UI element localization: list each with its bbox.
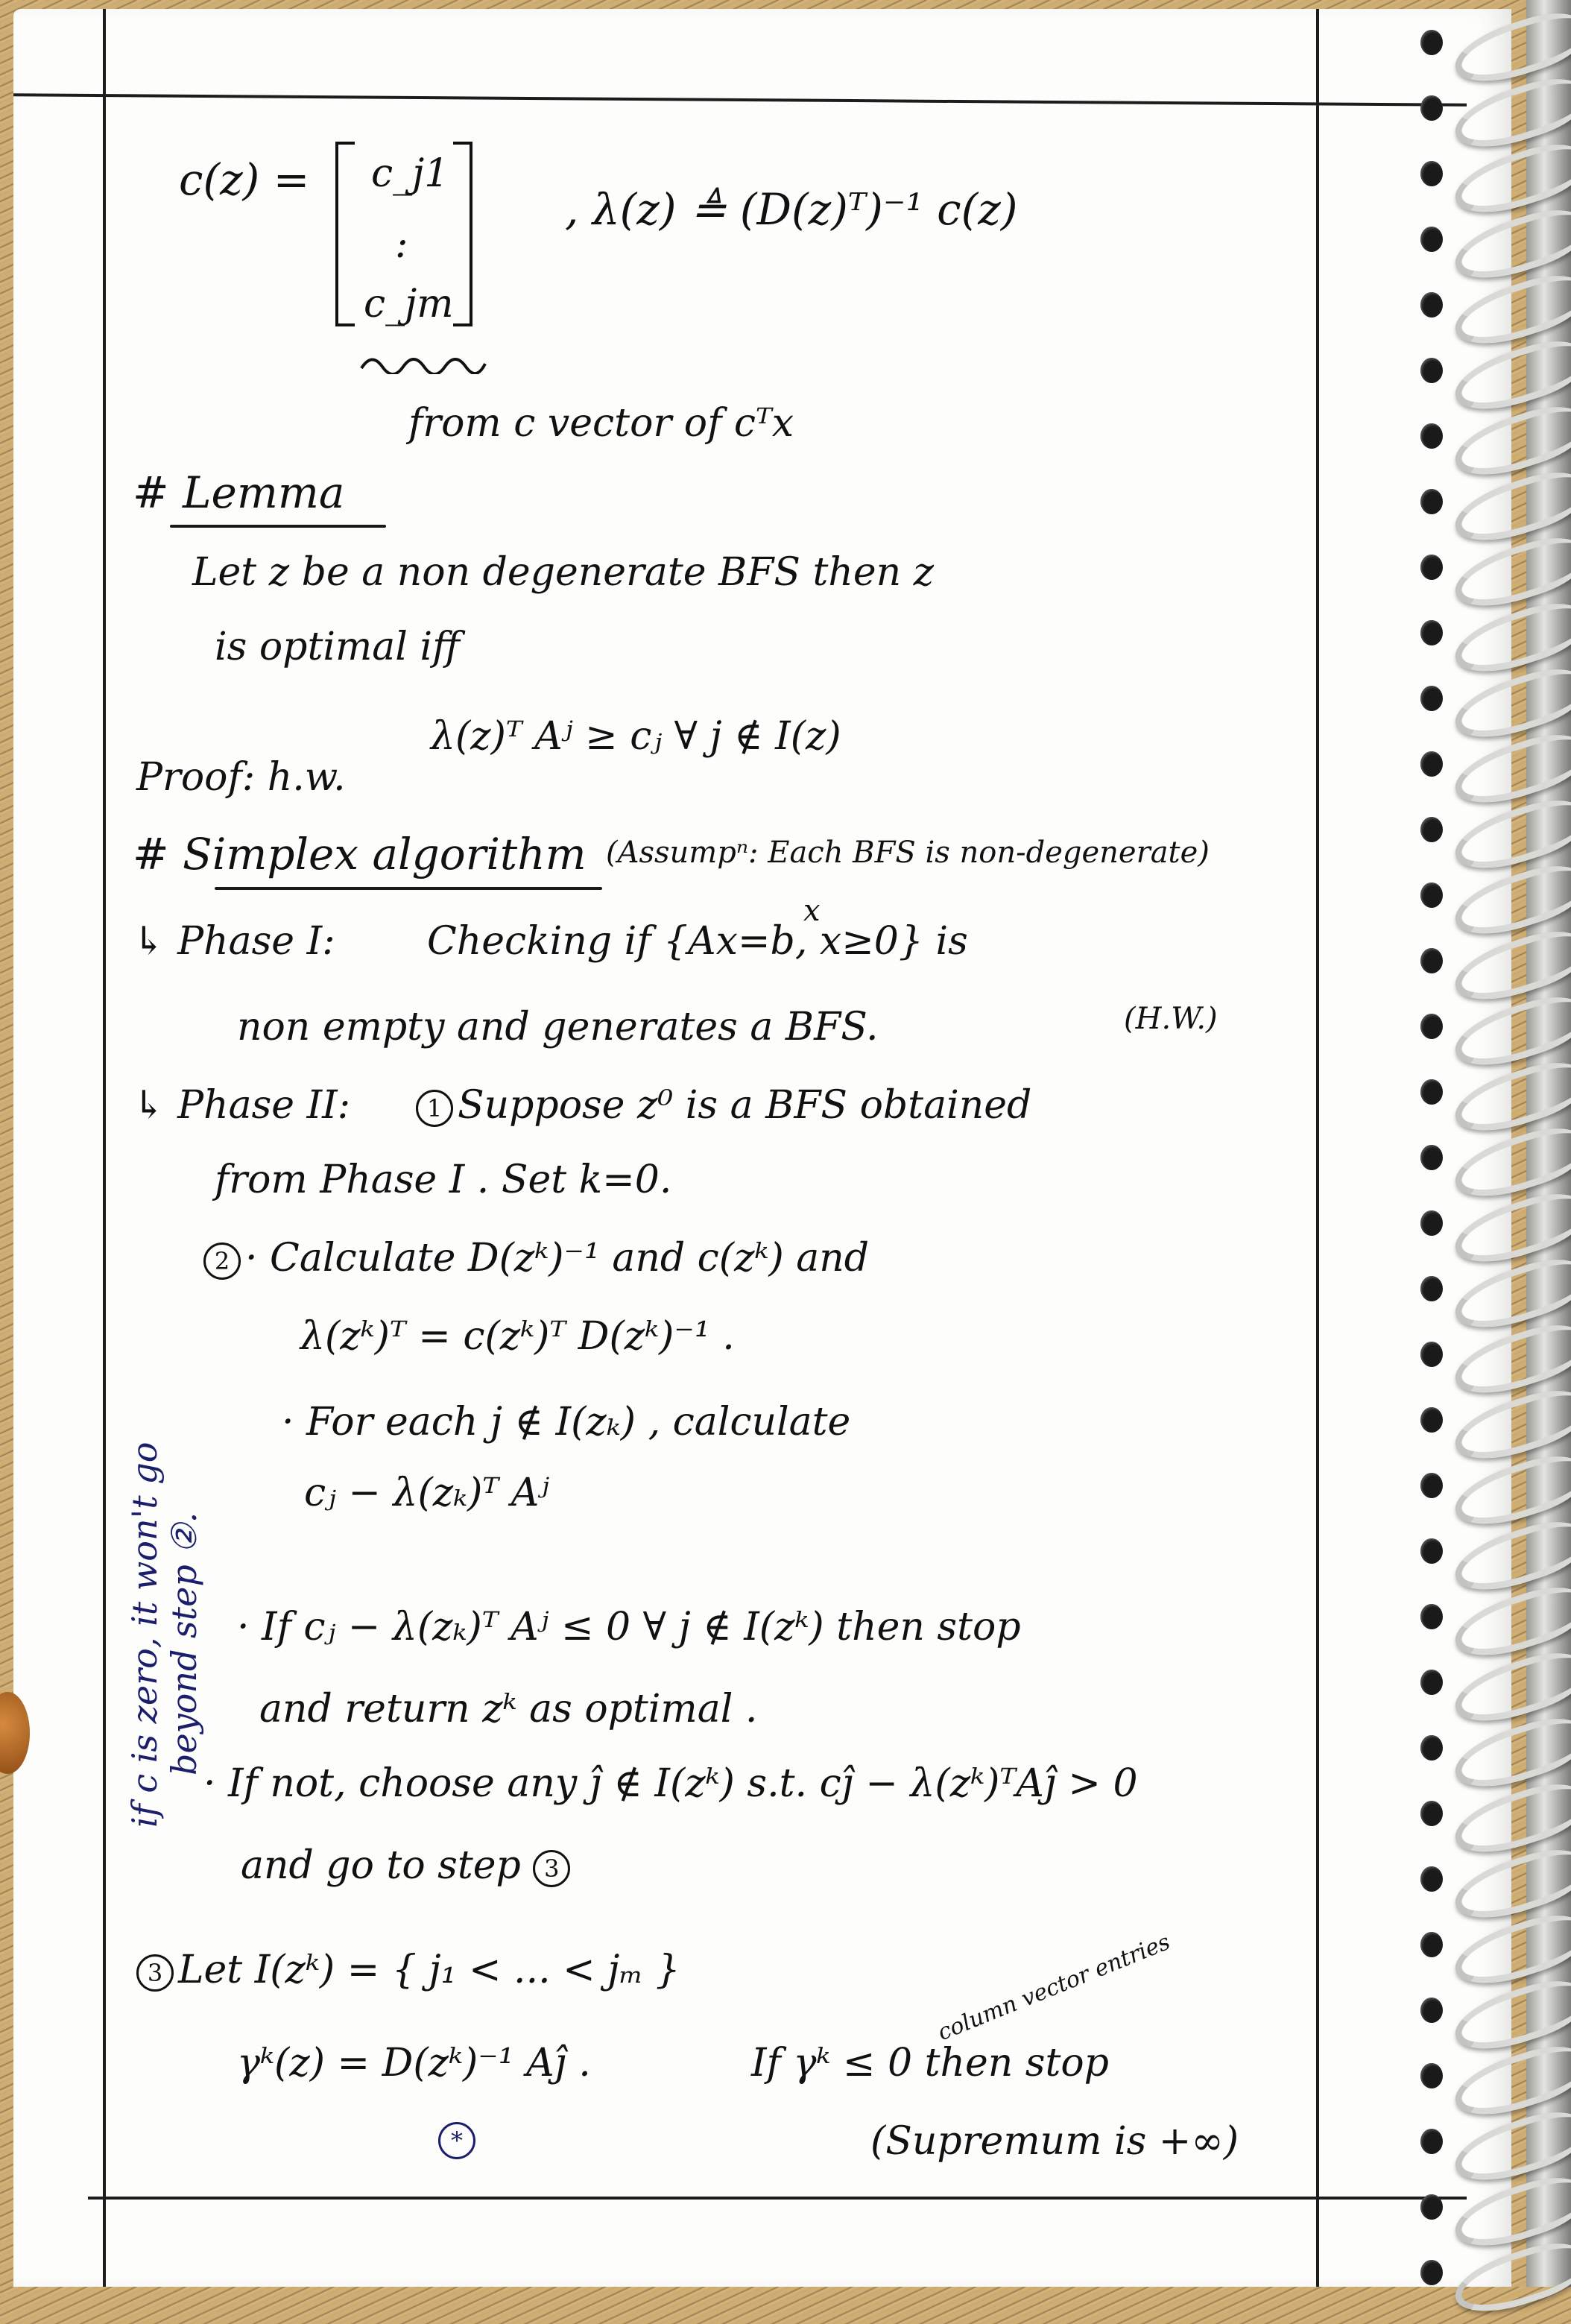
step1-text: Suppose z⁰ is a BFS obtained [458, 1083, 1032, 1128]
binding-hole [1420, 2063, 1443, 2088]
matrix-left-bracket [335, 142, 355, 326]
step2-circled-number: 2 [203, 1242, 241, 1280]
right-margin-rule [1316, 9, 1319, 2287]
binding-hole [1420, 1866, 1443, 1892]
binding-hole [1420, 1407, 1443, 1433]
binding-hole [1420, 2260, 1443, 2285]
wavy-underline [360, 352, 487, 374]
binding-hole [1420, 227, 1443, 252]
lambda-definition: , λ(z) ≜ (D(z)ᵀ)⁻¹ c(z) [565, 184, 1018, 235]
binding-hole [1420, 2129, 1443, 2154]
phase2-step2-line7: · If not, choose any ĵ ∉ I(zᵏ) s.t. cĵ − λ(zᵏ)ᵀAĵ > 0 [203, 1761, 1138, 1806]
binding-hole [1420, 1079, 1443, 1105]
binding-hole [1420, 1145, 1443, 1170]
binding-hole [1420, 1932, 1443, 1957]
binding-hole [1420, 292, 1443, 318]
binding-hole [1420, 1342, 1443, 1367]
binding-hole [1420, 423, 1443, 449]
phase2-step3-line1 [136, 1948, 680, 1992]
phase2-step2-line4: cⱼ − λ(zₖ)ᵀ Aʲ [304, 1471, 550, 1515]
binding-hole [1420, 620, 1443, 645]
supremum-note: (Supremum is +∞) [870, 2119, 1239, 2164]
binding-hole [1420, 948, 1443, 973]
binding-hole [1420, 1473, 1443, 1498]
binding-hole [1420, 1801, 1443, 1826]
step3-text-1: Let I(zᵏ) = { j₁ < ... < jₘ } [178, 1948, 680, 1992]
step2-goto-text: and go to step [241, 1843, 521, 1888]
phase2-step2-line8 [241, 1843, 575, 1888]
phase2-step2-line3: · For each j ∉ I(zₖ) , calculate [282, 1400, 851, 1444]
binding-hole [1420, 1014, 1443, 1039]
binding-hole [1420, 1538, 1443, 1564]
binding-hole [1420, 95, 1443, 121]
phase2-step2-line5: · If cⱼ − λ(zₖ)ᵀ Aʲ ≤ 0 ∀ j ∉ I(zᵏ) then stop [237, 1605, 1021, 1649]
c-vector-entry-1: c_j1 [371, 151, 449, 196]
proof-note: Proof: h.w. [136, 755, 346, 800]
step2-text-1: · Calculate D(zᵏ)⁻¹ and c(zᵏ) and [245, 1236, 870, 1281]
phase2-step1-line2: from Phase I . Set k=0. [215, 1158, 672, 1202]
spiral-binding [1414, 0, 1571, 2287]
goto-step3-circled: 3 [533, 1850, 570, 1887]
binding-hole [1420, 489, 1443, 514]
binding-hole [1420, 555, 1443, 580]
phase2-step3-line2: γᵏ(z) = D(zᵏ)⁻¹ Aĵ . [237, 2041, 591, 2085]
matrix-right-bracket [453, 142, 472, 326]
binding-hole [1420, 2194, 1443, 2220]
notebook-page [13, 9, 1511, 2287]
phase1-line2: non empty and generates a BFS. [237, 1005, 879, 1049]
binding-hole [1420, 1735, 1443, 1761]
bottom-rule [88, 2197, 1467, 2200]
binding-hole [1420, 1670, 1443, 1695]
binding-hole [1420, 1998, 1443, 2023]
binding-hole [1420, 686, 1443, 711]
binding-hole [1420, 1210, 1443, 1236]
binding-hole [1420, 1276, 1443, 1301]
phase2-step2-line2: λ(zᵏ)ᵀ = c(zᵏ)ᵀ D(zᵏ)⁻¹ . [300, 1314, 735, 1359]
phase1-line1: Checking if {Ax=b, x≥0} is [427, 919, 968, 964]
phase2-step1-line1 [416, 1083, 1032, 1128]
lemma-condition: λ(z)ᵀ Aʲ ≥ cⱼ ∀ j ∉ I(z) [431, 714, 841, 759]
phase2-step2-line6: and return zᵏ as optimal . [259, 1687, 758, 1731]
c-vector-lhs: c(z) = [179, 154, 310, 205]
margin-note [125, 1442, 204, 1828]
phase2-step3-if: If γᵏ ≤ 0 then stop [751, 2041, 1109, 2085]
simplex-underline [215, 887, 602, 890]
step1-circled-number: 1 [416, 1090, 453, 1127]
binding-hole [1420, 882, 1443, 908]
margin-note-line1: if c is zero, it won't go [124, 1442, 165, 1828]
binding-hole [1420, 161, 1443, 186]
binding-hole [1420, 817, 1443, 842]
star-marker [438, 2122, 480, 2159]
phase1-x-superscript: x [803, 894, 821, 928]
phase1-hw-note: (H.W.) [1124, 1002, 1218, 1036]
binding-hole [1420, 751, 1443, 777]
circled-star-icon: * [438, 2122, 475, 2159]
spiral-coil [1448, 2233, 1571, 2324]
phase2-label: ↳ Phase II: [133, 1083, 351, 1128]
step3-circled-number: 3 [136, 1954, 174, 1992]
lemma-heading: # Lemma [133, 467, 345, 518]
simplex-assumption: (Assumpⁿ: Each BFS is non-degenerate) [606, 836, 1210, 870]
simplex-heading: # Simplex algorithm [133, 829, 587, 880]
c-vector-note: from c vector of cᵀx [408, 401, 794, 446]
lemma-statement-line2: is optimal iff [215, 625, 460, 669]
binding-hole [1420, 1604, 1443, 1629]
margin-note-line2: beyond step ②. [163, 1512, 204, 1775]
phase1-label: ↳ Phase I: [133, 919, 335, 964]
left-margin-rule [103, 9, 106, 2287]
c-vector-entry-dots: : [395, 222, 408, 267]
binding-hole [1420, 30, 1443, 55]
binding-hole [1420, 358, 1443, 383]
column-vector-annotation: column vector entries [934, 1928, 1175, 2047]
c-vector-entry-m: c_jm [364, 282, 454, 326]
top-rule [13, 93, 1467, 107]
lemma-underline [170, 525, 386, 528]
lemma-statement-line1: Let z be a non degenerate BFS then z [192, 550, 935, 595]
phase2-step2-line1 [203, 1236, 870, 1281]
